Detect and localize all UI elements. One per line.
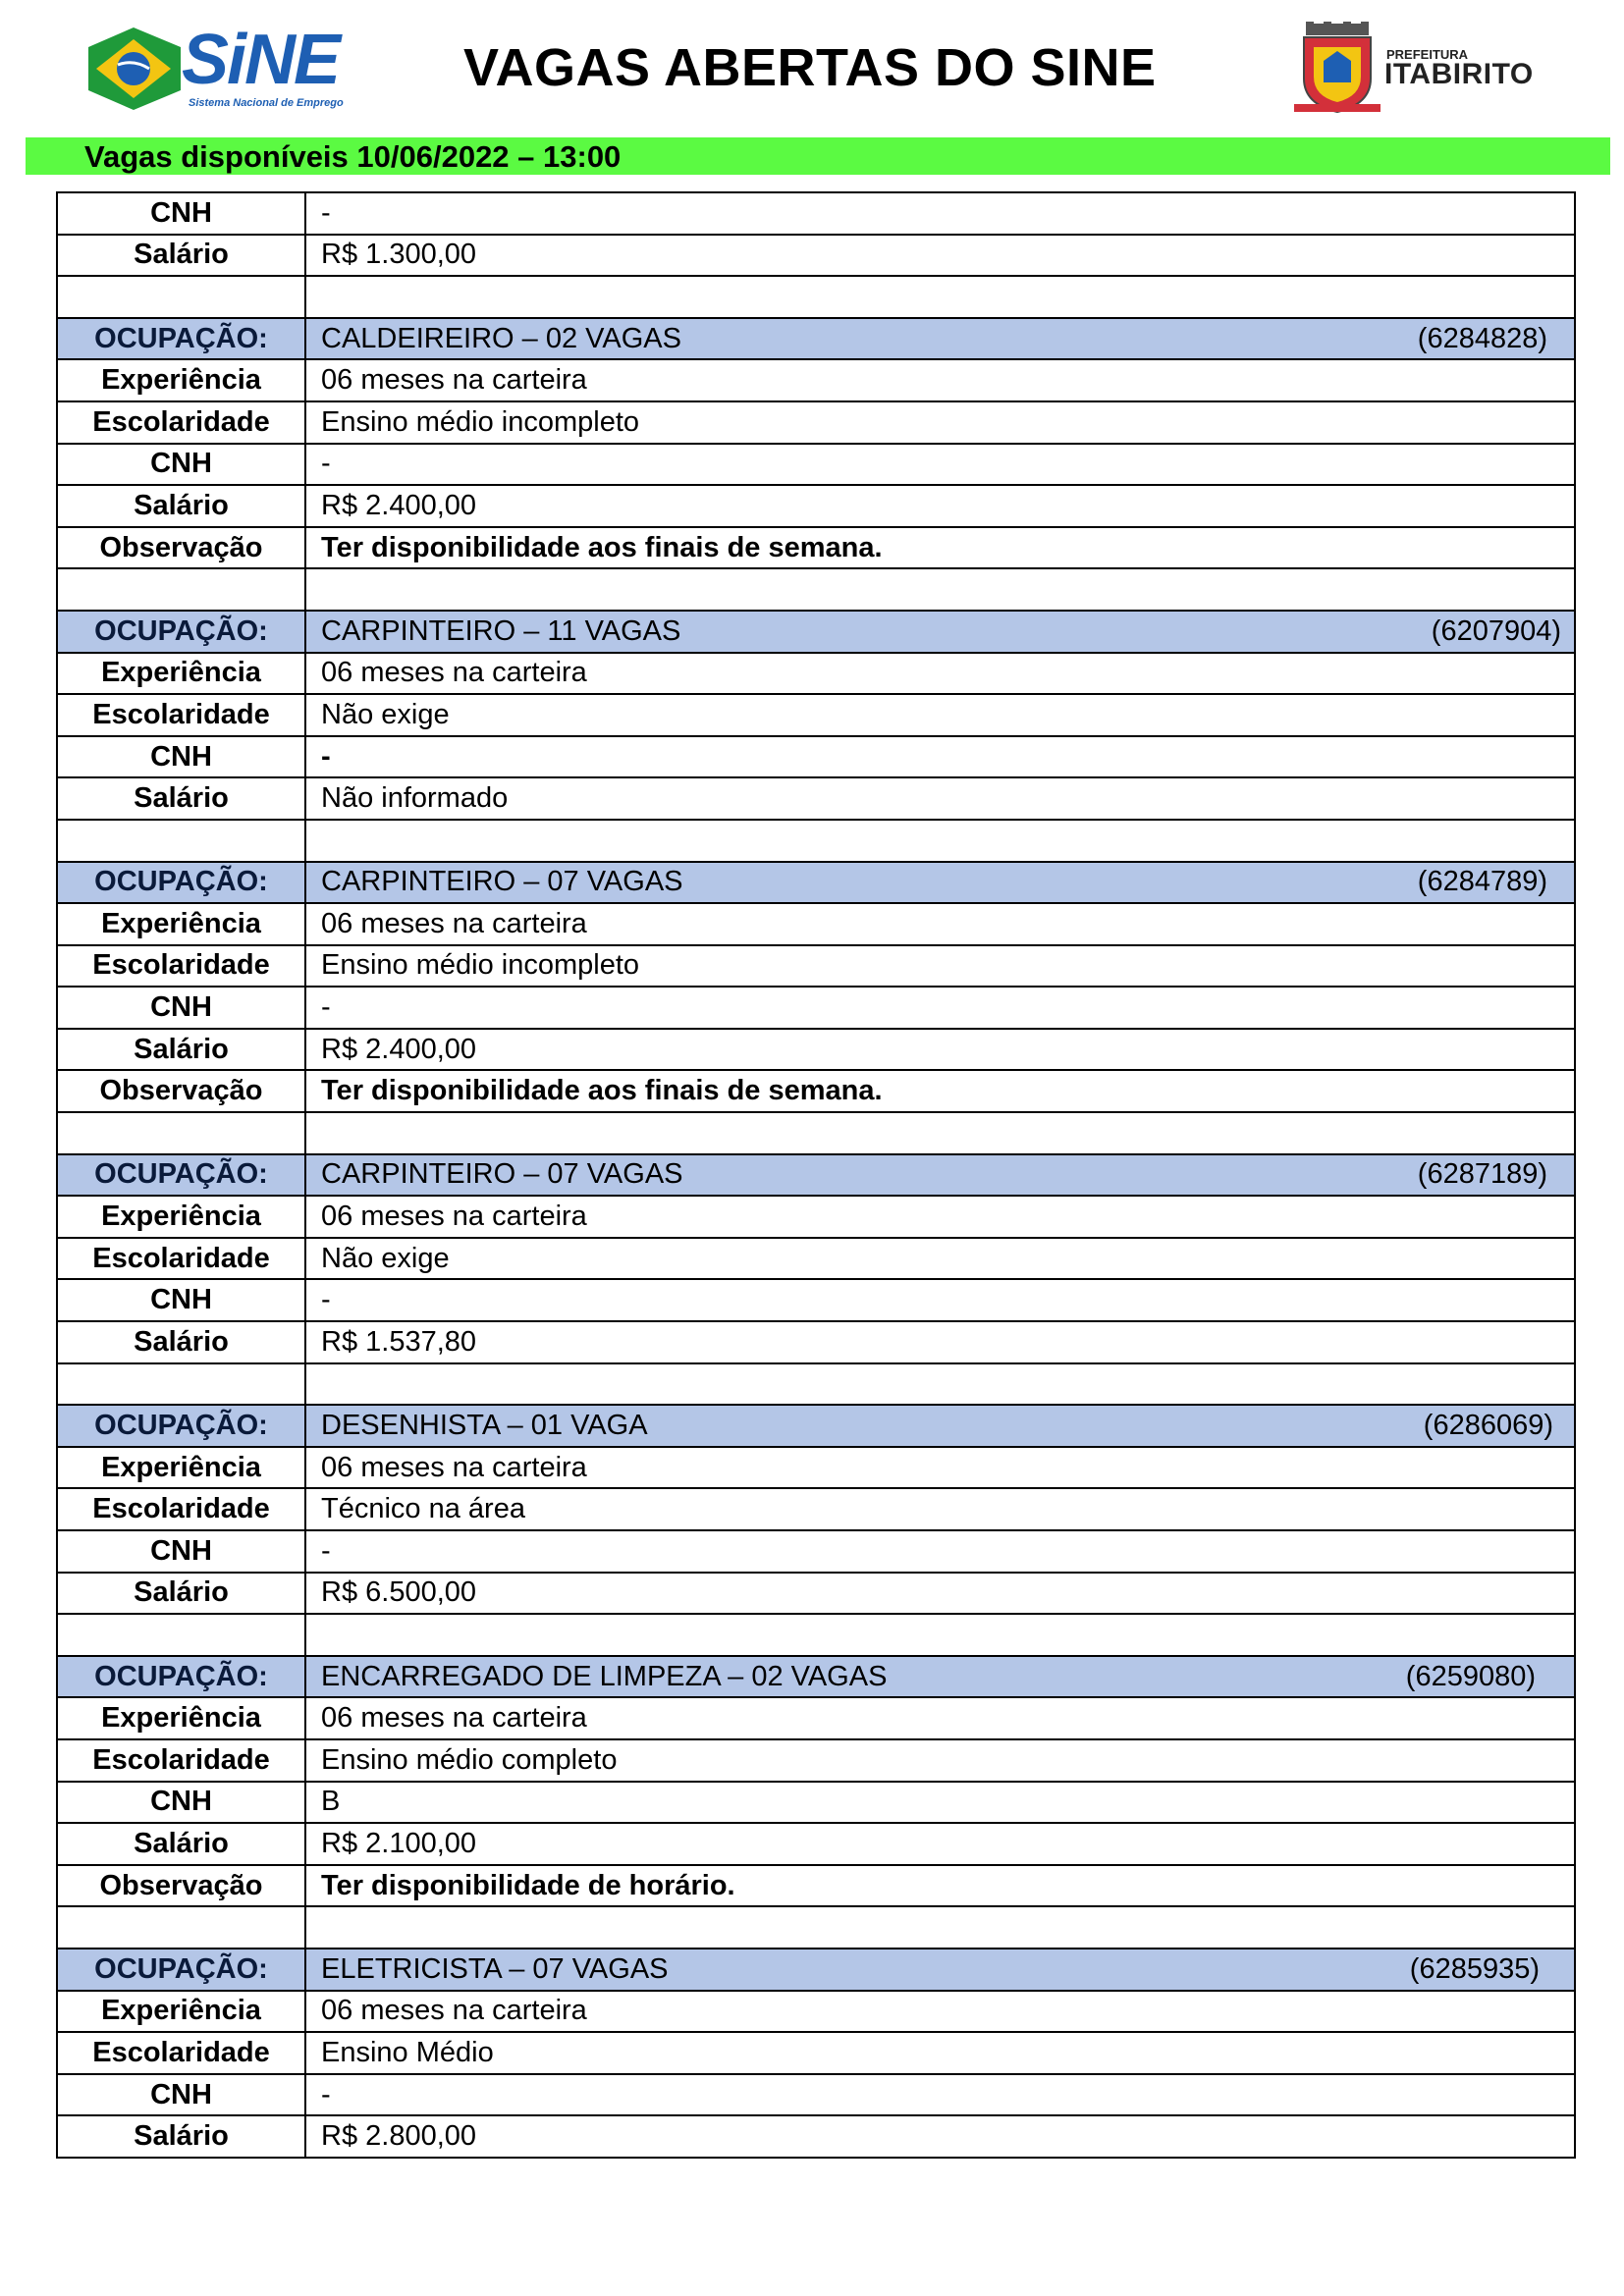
date-bar <box>26 137 1610 175</box>
observation-value: Ter disponibilidade de horário. <box>305 1865 1575 1907</box>
experience-value: 06 meses na carteira <box>305 359 1575 401</box>
education-label: Escolaridade <box>57 1739 305 1782</box>
table-row <box>57 653 1575 695</box>
education-value: Ensino médio completo <box>305 1739 1575 1782</box>
observation-label: Observação <box>57 1865 305 1907</box>
spacer-row <box>57 1614 1575 1656</box>
occupation-label: OCUPAÇÃO: <box>57 1154 305 1197</box>
table-row <box>57 192 1575 235</box>
experience-label: Experiência <box>57 1991 305 2033</box>
occupation-label: OCUPAÇÃO: <box>57 611 305 653</box>
occupation-row <box>57 862 1575 904</box>
salary-label: Salário <box>57 1573 305 1615</box>
cnh-value: - <box>305 444 1575 486</box>
observation-label: Observação <box>57 1070 305 1112</box>
table-row <box>57 1070 1575 1112</box>
occupation-code: (6287189) <box>1417 1158 1547 1191</box>
table-row <box>57 401 1575 444</box>
table-row <box>57 1823 1575 1865</box>
education-value: Ensino médio incompleto <box>305 401 1575 444</box>
spacer-row <box>57 1906 1575 1949</box>
education-value: Não exige <box>305 1238 1575 1280</box>
prefeitura-label: PREFEITURA <box>1386 47 1469 62</box>
table-row <box>57 1447 1575 1489</box>
page-title: VAGAS ABERTAS DO SINE <box>463 38 1157 97</box>
experience-value: 06 meses na carteira <box>305 1196 1575 1238</box>
sine-flag-icon <box>86 26 185 112</box>
itabirito-logo <box>1294 22 1540 116</box>
table-row <box>57 903 1575 945</box>
salary-value: R$ 2.400,00 <box>305 1029 1575 1071</box>
experience-value: 06 meses na carteira <box>305 1697 1575 1739</box>
occupation-label: OCUPAÇÃO: <box>57 1656 305 1698</box>
cnh-label: CNH <box>57 444 305 486</box>
salary-label: Salário <box>57 1321 305 1363</box>
sine-logo-text: SiNE <box>182 21 340 99</box>
education-value: Ensino Médio <box>305 2032 1575 2074</box>
occupation-code: (6286069) <box>1423 1410 1553 1442</box>
cnh-label: CNH <box>57 736 305 778</box>
city-coat-of-arms-icon <box>1294 22 1380 116</box>
experience-value: 06 meses na carteira <box>305 903 1575 945</box>
salary-value: R$ 2.100,00 <box>305 1823 1575 1865</box>
spacer-row <box>57 276 1575 318</box>
occupation-code: (6285935) <box>1409 1952 1540 1985</box>
table-row <box>57 1488 1575 1530</box>
observation-value: Ter disponibilidade aos finais de semana. <box>305 1070 1575 1112</box>
occupation-label: OCUPAÇÃO: <box>57 1949 305 1991</box>
salary-label: Salário <box>57 485 305 527</box>
observation-label: Observação <box>57 527 305 569</box>
jobs-table <box>56 191 1576 2159</box>
salary-value: Não informado <box>305 777 1575 820</box>
experience-label: Experiência <box>57 903 305 945</box>
occupation-title: CALDEIREIRO – 02 VAGAS <box>321 322 681 354</box>
salary-label: Salário <box>57 777 305 820</box>
occupation-label: OCUPAÇÃO: <box>57 318 305 360</box>
table-row <box>57 736 1575 778</box>
cnh-value: - <box>305 1530 1575 1573</box>
occupation-code: (6284789) <box>1417 866 1547 898</box>
cnh-label: CNH <box>57 1782 305 1824</box>
table-row <box>57 1530 1575 1573</box>
table-row <box>57 1991 1575 2033</box>
table-row <box>57 1865 1575 1907</box>
cnh-label: CNH <box>57 1279 305 1321</box>
occupation-code: (6284828) <box>1417 322 1547 354</box>
experience-value: 06 meses na carteira <box>305 1991 1575 2033</box>
education-label: Escolaridade <box>57 1238 305 1280</box>
cnh-value: B <box>305 1782 1575 1824</box>
cnh-label: CNH <box>57 1530 305 1573</box>
sine-logo-subtitle: Sistema Nacional de Emprego <box>189 97 344 109</box>
spacer-row <box>57 568 1575 611</box>
occupation-row <box>57 1656 1575 1698</box>
table-row <box>57 1238 1575 1280</box>
cnh-value: - <box>305 1279 1575 1321</box>
table-row <box>57 2115 1575 2158</box>
occupation-row <box>57 611 1575 653</box>
table-row <box>57 359 1575 401</box>
salary-value: R$ 2.400,00 <box>305 485 1575 527</box>
table-row <box>57 1573 1575 1615</box>
occupation-title: ENCARREGADO DE LIMPEZA – 02 VAGAS <box>321 1660 888 1692</box>
table-row <box>57 444 1575 486</box>
cnh-value: - <box>305 2074 1575 2116</box>
table-row <box>57 1782 1575 1824</box>
education-value: Ensino médio incompleto <box>305 945 1575 988</box>
table-row <box>57 1739 1575 1782</box>
table-row <box>57 945 1575 988</box>
education-value: Não exige <box>305 694 1575 736</box>
salary-value: R$ 6.500,00 <box>305 1573 1575 1615</box>
occupation-label: OCUPAÇÃO: <box>57 862 305 904</box>
education-label: Escolaridade <box>57 1488 305 1530</box>
occupation-row <box>57 1405 1575 1447</box>
table-row <box>57 1029 1575 1071</box>
salary-label: Salário <box>57 2115 305 2158</box>
city-name: ITABIRITO <box>1384 58 1534 90</box>
education-label: Escolaridade <box>57 945 305 988</box>
occupation-title: CARPINTEIRO – 11 VAGAS <box>321 614 681 647</box>
education-label: Escolaridade <box>57 2032 305 2074</box>
spacer-row <box>57 820 1575 862</box>
table-row <box>57 777 1575 820</box>
occupation-title: CARPINTEIRO – 07 VAGAS <box>321 1158 683 1191</box>
date-bar-text: Vagas disponíveis 10/06/2022 – 13:00 <box>84 139 622 174</box>
occupation-code: (6207904) <box>1431 614 1561 647</box>
table-row <box>57 527 1575 569</box>
occupation-label: OCUPAÇÃO: <box>57 1405 305 1447</box>
table-row <box>57 2032 1575 2074</box>
cnh-value: - <box>305 192 1575 235</box>
table-row <box>57 694 1575 736</box>
spacer-row <box>57 1112 1575 1154</box>
sine-logo <box>86 21 361 112</box>
experience-label: Experiência <box>57 1447 305 1489</box>
experience-value: 06 meses na carteira <box>305 653 1575 695</box>
occupation-title: ELETRICISTA – 07 VAGAS <box>321 1952 669 1985</box>
occupation-title: CARPINTEIRO – 07 VAGAS <box>321 866 683 898</box>
table-row <box>57 485 1575 527</box>
table-row <box>57 1279 1575 1321</box>
experience-label: Experiência <box>57 359 305 401</box>
occupation-code: (6259080) <box>1405 1660 1536 1692</box>
cnh-value: - <box>305 987 1575 1029</box>
cnh-label: CNH <box>57 987 305 1029</box>
salary-value: R$ 1.300,00 <box>305 235 1575 277</box>
table-row <box>57 235 1575 277</box>
table-row <box>57 987 1575 1029</box>
cnh-label: CNH <box>57 2074 305 2116</box>
spacer-row <box>57 1363 1575 1406</box>
observation-value: Ter disponibilidade aos finais de semana. <box>305 527 1575 569</box>
occupation-row <box>57 318 1575 360</box>
experience-label: Experiência <box>57 653 305 695</box>
salary-value: R$ 1.537,80 <box>305 1321 1575 1363</box>
cnh-value: - <box>305 736 1575 778</box>
education-label: Escolaridade <box>57 401 305 444</box>
table-row <box>57 2074 1575 2116</box>
occupation-title: DESENHISTA – 01 VAGA <box>321 1410 648 1442</box>
education-label: Escolaridade <box>57 694 305 736</box>
occupation-row <box>57 1949 1575 1991</box>
table-row <box>57 1196 1575 1238</box>
experience-label: Experiência <box>57 1196 305 1238</box>
salary-label: Salário <box>57 1823 305 1865</box>
occupation-row <box>57 1154 1575 1197</box>
salary-value: R$ 2.800,00 <box>305 2115 1575 2158</box>
salary-label: Salário <box>57 1029 305 1071</box>
education-value: Técnico na área <box>305 1488 1575 1530</box>
table-row <box>57 1321 1575 1363</box>
cnh-label: CNH <box>57 192 305 235</box>
experience-value: 06 meses na carteira <box>305 1447 1575 1489</box>
salary-label: Salário <box>57 235 305 277</box>
table-row <box>57 1697 1575 1739</box>
page-header <box>0 0 1624 137</box>
experience-label: Experiência <box>57 1697 305 1739</box>
